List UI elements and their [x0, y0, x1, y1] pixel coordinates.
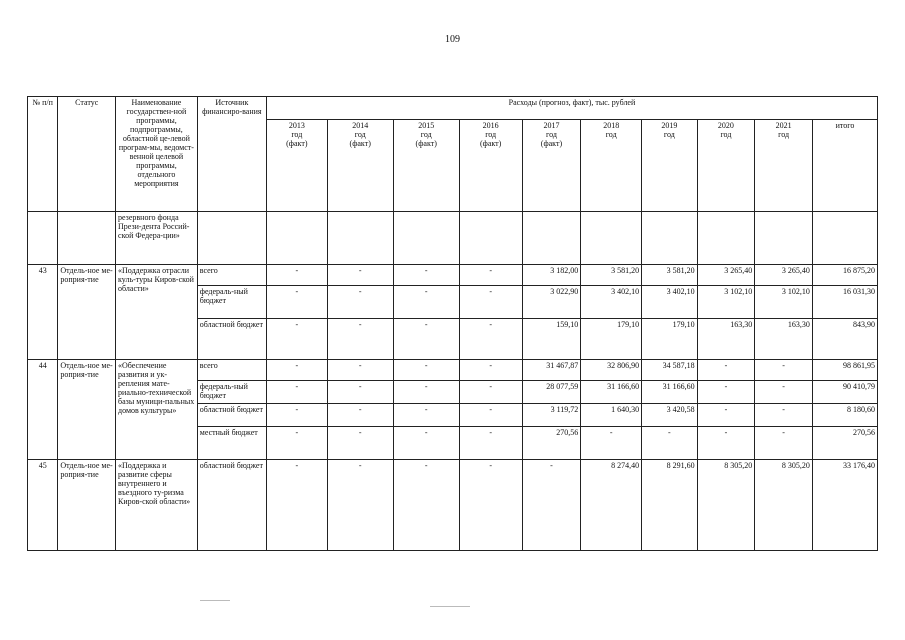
value-cell: - [266, 427, 327, 460]
value-cell: - [327, 404, 393, 427]
total-cell: 90 410,79 [812, 381, 877, 404]
value-cell: 159,10 [522, 319, 581, 360]
total-cell: 16 031,30 [812, 286, 877, 319]
value-cell: 3 182,00 [522, 265, 581, 286]
header-source: Источник финансиро-вания [197, 97, 266, 212]
budget-table [27, 96, 878, 551]
value-cell: 3 265,40 [697, 265, 755, 286]
item-status: Отдель-ное ме-роприя-тие [58, 460, 116, 551]
funding-source: областной бюджет [197, 404, 266, 427]
header-year: 2015 год (факт) [393, 120, 459, 212]
header-year: 2021 год [755, 120, 813, 212]
value-cell: - [755, 360, 813, 381]
value-cell: 163,30 [697, 319, 755, 360]
value-cell: 3 402,10 [642, 286, 698, 319]
value-cell: - [581, 427, 642, 460]
value-cell: 32 806,90 [581, 360, 642, 381]
value-cell: - [327, 381, 393, 404]
value-cell: - [327, 265, 393, 286]
value-cell: - [266, 360, 327, 381]
total-cell: 270,56 [812, 427, 877, 460]
header-year: 2016 год (факт) [459, 120, 522, 212]
value-cell: - [266, 404, 327, 427]
header-name: Наименование государствен-ной программы, подпрограммы, областной це-левой програм-мы, ведомст-венной целевой программы, отдельного мероприятия [116, 97, 198, 212]
value-cell: 3 420,58 [642, 404, 698, 427]
value-cell: - [459, 460, 522, 551]
value-cell: 3 581,20 [581, 265, 642, 286]
value-cell: - [393, 265, 459, 286]
total-cell: 98 861,95 [812, 360, 877, 381]
total-cell: 8 180,60 [812, 404, 877, 427]
item-status: Отдель-ное ме-роприя-тие [58, 360, 116, 460]
value-cell: - [755, 404, 813, 427]
value-cell: - [459, 265, 522, 286]
value-cell: 31 166,60 [642, 381, 698, 404]
value-cell: 3 581,20 [642, 265, 698, 286]
funding-source: всего [197, 360, 266, 381]
value-cell: - [327, 360, 393, 381]
item-status: Отдель-ное ме-роприя-тие [58, 265, 116, 360]
value-cell: 179,10 [642, 319, 698, 360]
value-cell: 163,30 [755, 319, 813, 360]
value-cell: - [697, 427, 755, 460]
value-cell: - [393, 460, 459, 551]
item-number: 45 [28, 460, 58, 551]
table-row [28, 265, 878, 286]
value-cell: - [459, 381, 522, 404]
value-cell: - [393, 381, 459, 404]
header-year: 2013 год (факт) [266, 120, 327, 212]
value-cell: - [755, 427, 813, 460]
value-cell: - [393, 360, 459, 381]
header-status: Статус [58, 97, 116, 212]
value-cell: 31 467,87 [522, 360, 581, 381]
continuation-row [28, 212, 878, 265]
value-cell: 1 640,30 [581, 404, 642, 427]
value-cell: 28 077,59 [522, 381, 581, 404]
value-cell: - [266, 319, 327, 360]
page-number: 109 [445, 34, 460, 45]
funding-source: федераль-ный бюджет [197, 381, 266, 404]
value-cell: - [522, 460, 581, 551]
value-cell: 270,56 [522, 427, 581, 460]
value-cell: - [327, 286, 393, 319]
table-row [28, 460, 878, 551]
value-cell: - [697, 360, 755, 381]
value-cell: 8 274,40 [581, 460, 642, 551]
total-cell: 33 176,40 [812, 460, 877, 551]
total-cell: 843,90 [812, 319, 877, 360]
value-cell: - [642, 427, 698, 460]
value-cell: 3 022,90 [522, 286, 581, 319]
value-cell: - [459, 319, 522, 360]
funding-source: всего [197, 265, 266, 286]
value-cell: 8 305,20 [755, 460, 813, 551]
value-cell: 3 102,10 [755, 286, 813, 319]
value-cell: - [266, 286, 327, 319]
value-cell: - [266, 460, 327, 551]
value-cell: - [393, 286, 459, 319]
value-cell: - [459, 360, 522, 381]
value-cell: - [393, 427, 459, 460]
value-cell: 31 166,60 [581, 381, 642, 404]
item-name: «Обеспечение развития и ук-репления мате-риально-технической базы муници-пальных домов культуры» [116, 360, 198, 460]
value-cell: - [459, 427, 522, 460]
table-row [28, 360, 878, 381]
value-cell: 179,10 [581, 319, 642, 360]
header-year: 2020 год [697, 120, 755, 212]
value-cell: - [266, 265, 327, 286]
value-cell: 8 291,60 [642, 460, 698, 551]
header-year: 2017 год (факт) [522, 120, 581, 212]
funding-source: областной бюджет [197, 319, 266, 360]
header-no: № п/п [28, 97, 58, 212]
total-cell: 16 875,20 [812, 265, 877, 286]
funding-source: местный бюджет [197, 427, 266, 460]
value-cell: - [327, 460, 393, 551]
value-cell: - [697, 404, 755, 427]
header-year: 2014 год (факт) [327, 120, 393, 212]
item-name: «Поддержка отрасли куль-туры Киров-ской области» [116, 265, 198, 360]
value-cell: 3 119,72 [522, 404, 581, 427]
value-cell: - [266, 381, 327, 404]
value-cell: - [459, 404, 522, 427]
item-number: 43 [28, 265, 58, 360]
value-cell: 34 587,18 [642, 360, 698, 381]
value-cell: - [459, 286, 522, 319]
header-expenses: Расходы (прогноз, факт), тыс. рублей [266, 97, 877, 120]
item-number: 44 [28, 360, 58, 460]
value-cell: 3 265,40 [755, 265, 813, 286]
value-cell: 3 402,10 [581, 286, 642, 319]
header-total: итого [812, 120, 877, 212]
value-cell: - [327, 427, 393, 460]
header-year: 2019 год [642, 120, 698, 212]
value-cell: - [327, 319, 393, 360]
header-row-top [28, 97, 878, 120]
value-cell: - [393, 319, 459, 360]
scan-artifact [430, 606, 470, 607]
funding-source: федераль-ный бюджет [197, 286, 266, 319]
value-cell: - [755, 381, 813, 404]
value-cell: 3 102,10 [697, 286, 755, 319]
value-cell: - [697, 381, 755, 404]
value-cell: - [393, 404, 459, 427]
funding-source: областной бюджет [197, 460, 266, 551]
scan-artifact [200, 600, 230, 601]
continuation-name: резервного фонда Прези-дента Россий-ской Федера-ции» [116, 212, 198, 265]
item-name: «Поддержка и развитие сферы внутреннего и въездного ту-ризма Киров-ской области» [116, 460, 198, 551]
header-year: 2018 год [581, 120, 642, 212]
value-cell: 8 305,20 [697, 460, 755, 551]
